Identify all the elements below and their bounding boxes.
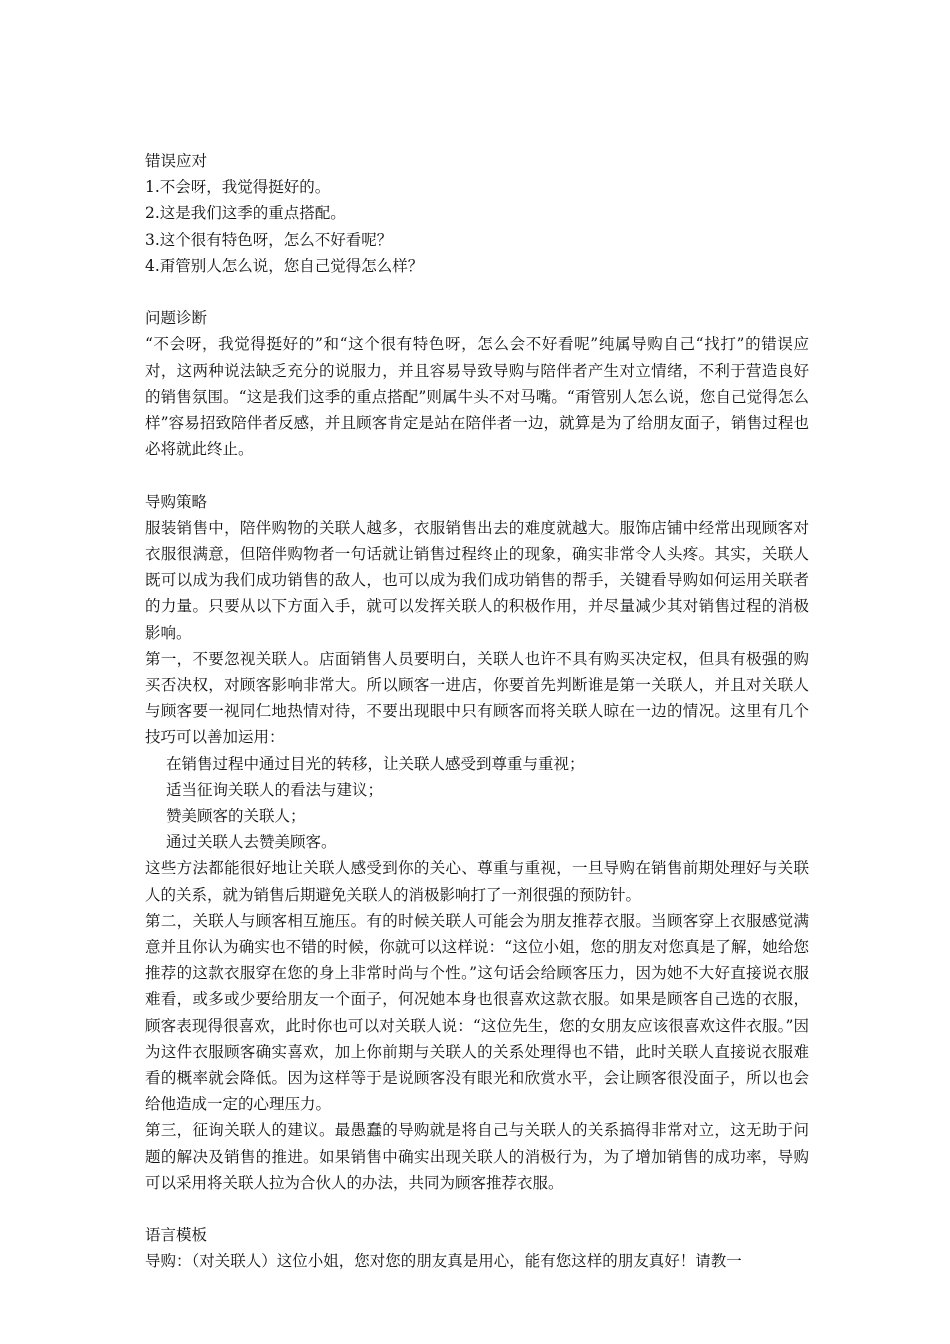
document-page: [145, 148, 809, 1275]
section-heading: 错误应对: [145, 152, 208, 170]
section-heading: 问题诊断: [145, 309, 208, 328]
body-paragraph: 第三，征询关联人的建议。最愚蠢的导购就是将自己与关联人的关系搞得非常对立，这无助于问题的解决及销售的推进。如果销售中确实出现关联人的消极行为，为了增加销售的成功率，导购可以采用将关联人拉为合伙人的办法，共同为顾客推荐衣服。: [145, 1121, 809, 1192]
list-item: 3.这个很有特色呀，怎么不好看呢？: [145, 230, 393, 249]
list-item: 4.甭管别人怎么说，您自己觉得怎么样？: [145, 256, 424, 275]
section-language-template: [145, 1222, 809, 1274]
spacer: [145, 462, 809, 488]
body-paragraph: 服装销售中，陪伴购物的关联人越多，衣服销售出去的难度就越大。服饰店铺中经常出现顾客对衣服很满意，但陪伴购物者一句话就让销售过程终止的现象，确实非常令人头疼。其实，关联人既可以成为我们成功销售的敌人，也可以成为我们成功销售的帮手，关键看导购如何运用关联者的力量。只要从以下方面入手，就可以发挥关联人的积极作用，并尽量减少其对销售过程的消极影响。: [145, 518, 809, 642]
body-paragraph: 这些方法都能很好地让关联人感受到你的关心、尊重与重视，一旦导购在销售前期处理好与关联人的关系，就为销售后期避免关联人的消极影响打了一剂很强的预防针。: [145, 859, 809, 904]
list-item: 2.这是我们这季的重点搭配。: [145, 204, 346, 223]
tip-item: 通过关联人去赞美顾客。: [166, 833, 337, 852]
section-heading: 语言模板: [145, 1226, 208, 1245]
body-paragraph: “不会呀，我觉得挺好的”和“这个很有特色呀，怎么会不好看呢”纯属导购自己“找打”的错误应对，这两种说法缺乏充分的说服力，并且容易导致导购与陪伴者产生对立情绪，不利于营造良好的销售氛围。“这是我们这季的重点搭配”则属牛头不对马嘴。“甭管别人怎么说，您自己觉得怎么样”容易招致陪伴者反感，并且顾客肯定是站在陪伴者一边，就算是为了给朋友面子，销售过程也必将就此终止。: [145, 335, 809, 459]
spacer: [145, 1196, 809, 1222]
list-item: 1.不会呀，我觉得挺好的。: [145, 178, 331, 197]
body-line: 导购：（对关联人）这位小姐，您对您的朋友真是用心，能有您这样的朋友真好！请教一: [145, 1252, 742, 1271]
spacer: [145, 279, 809, 305]
section-heading: 导购策略: [145, 492, 208, 511]
section-wrong-responses: [145, 148, 809, 279]
tip-item: 适当征询关联人的看法与建议；: [166, 780, 384, 799]
section-strategy: [145, 489, 809, 1196]
body-paragraph: 第二，关联人与顾客相互施压。有的时候关联人可能会为朋友推荐衣服。当顾客穿上衣服感觉满意并且你认为确实也不错的时候，你就可以这样说：“这位小姐，您的朋友对您真是了解，她给您推荐的这款衣服穿在您的身上非常时尚与个性。”这句话会给顾客压力，因为她不大好直接说衣服难看，或多或少要给朋友一个面子，何况她本身也很喜欢这款衣服。如果是顾客自己选的衣服，顾客表现得很喜欢，此时你也可以对关联人说：“这位先生，您的女朋友应该很喜欢这件衣服。”因为这件衣服顾客确实喜欢，加上你前期与关联人的关系处理得也不错，此时关联人直接说衣服难看的概率就会降低。因为这样等于是说顾客没有眼光和欣赏水平，会让顾客很没面子，所以也会给他造成一定的心理压力。: [145, 911, 809, 1114]
section-diagnosis: [145, 305, 809, 462]
body-paragraph: 第一，不要忽视关联人。店面销售人员要明白，关联人也许不具有购买决定权，但具有极强的购买否决权，对顾客影响非常大。所以顾客一进店，你要首先判断谁是第一关联人，并且对关联人与顾客要一视同仁地热情对待，不要出现眼中只有顾客而将关联人晾在一边的情况。这里有几个技巧可以善加运用：: [145, 649, 809, 747]
tip-item: 赞美顾客的关联人；: [166, 807, 306, 826]
tip-item: 在销售过程中通过目光的转移，让关联人感受到尊重与重视；: [166, 754, 585, 773]
